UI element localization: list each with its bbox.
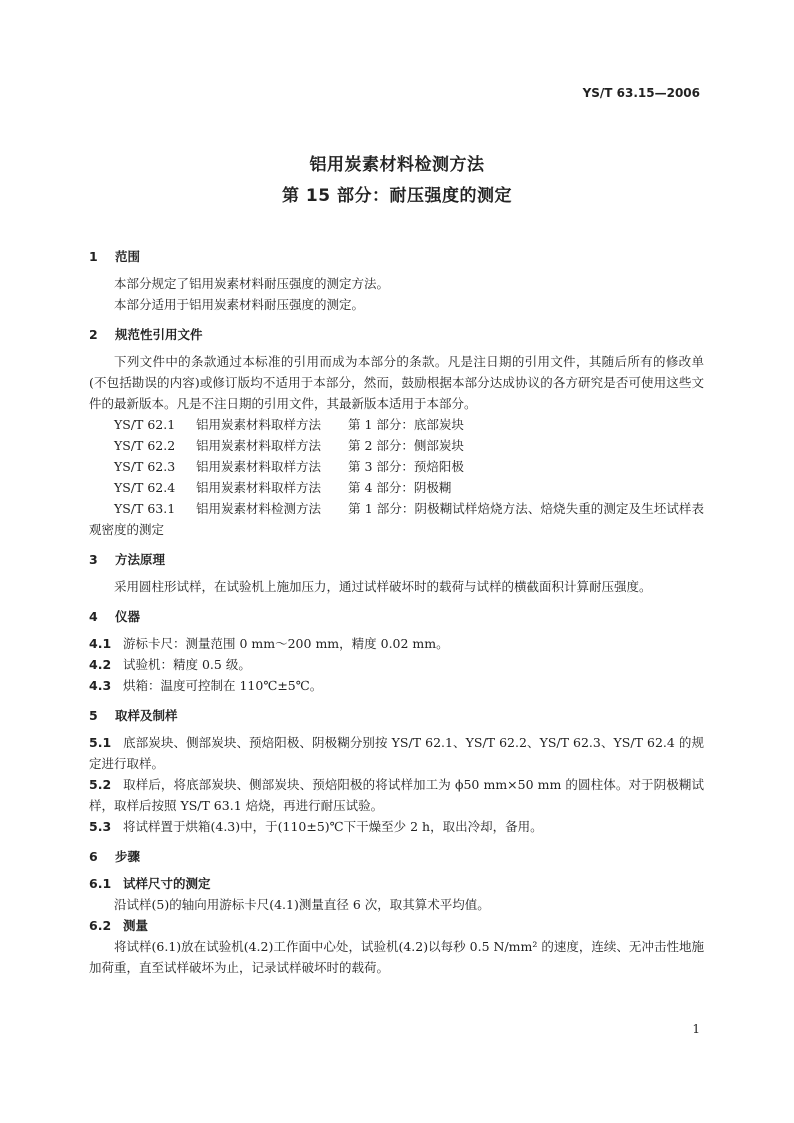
clause-item: 5.1 底部炭块、侧部炭块、预焙阳极、阴极糊分别按 YS/T 62.1、YS/T 62.2、YS/T 62.3、YS/T 62.4 的规定进行取样。 [89, 735, 704, 771]
paragraph: 下列文件中的条款通过本标准的引用而成为本部分的条款。凡是注日期的引用文件，其随后所有的修改单(不包括勘误的内容)或修订版均不适用于本部分，然而，鼓励根据本部分达成协议的各方研究是否可使用这些文件的最新版本。凡是不注日期的引用文件，其最新版本适用于本部分。 [89, 354, 704, 411]
section-heading-normative-references: 2 规范性引用文件 [89, 327, 203, 342]
standard-code: YS/T 63.15—2006 [582, 86, 700, 100]
paragraph: 本部分规定了铝用炭素材料耐压强度的测定方法。 [114, 276, 390, 291]
section-heading-scope: 1 范围 [89, 249, 141, 264]
paragraph: 沿试样(5)的轴向用游标卡尺(4.1)测量直径 6 次，取其算术平均值。 [114, 897, 490, 912]
paragraph: 将试样(6.1)放在试验机(4.2)工作面中心处，试验机(4.2)以每秒 0.5 N/mm² 的速度，连续、无冲击性地施加荷重，直至试样破坏为止，记录试样破坏时的载荷。 [89, 939, 704, 975]
page-number: 1 [692, 1022, 700, 1036]
reference-item: YS/T 62.4 铝用炭素材料取样方法 第 4 部分：阴极糊 [114, 480, 452, 495]
reference-item: YS/T 62.2 铝用炭素材料取样方法 第 2 部分：侧部炭块 [114, 438, 464, 453]
paragraph: 本部分适用于铝用炭素材料耐压强度的测定。 [114, 297, 365, 312]
section-heading-procedure: 6 步骤 [89, 849, 141, 864]
document-title: 铝用炭素材料检测方法 [309, 155, 485, 175]
subsection-heading-measurement: 6.2 测量 [89, 918, 149, 933]
reference-item: YS/T 63.1 铝用炭素材料检测方法 第 1 部分：阴极糊试样焙烧方法、焙烧失重的测定及生坯试样表观密度的测定 [89, 501, 704, 537]
clause-item: 5.3 将试样置于烘箱(4.3)中，于(110±5)℃下干燥至少 2 h，取出冷却，备用。 [89, 819, 543, 834]
clause-item: 5.2 取样后，将底部炭块、侧部炭块、预焙阳极的将试样加工为 ϕ50 mm×50 mm 的圆柱体。对于阴极糊试样，取样后按照 YS/T 63.1 焙烧，再进行耐压试验。 [89, 777, 704, 813]
reference-item: YS/T 62.1 铝用炭素材料取样方法 第 1 部分：底部炭块 [114, 417, 464, 432]
document-body [89, 247, 704, 978]
clause-item: 4.2 试验机：精度 0.5 级。 [89, 657, 251, 672]
document-subtitle: 第 15 部分：耐压强度的测定 [282, 186, 512, 206]
subsection-heading-specimen-size: 6.1 试样尺寸的测定 [89, 876, 211, 891]
clause-item: 4.1 游标卡尺：测量范围 0 mm～200 mm，精度 0.02 mm。 [89, 636, 449, 651]
section-heading-principle: 3 方法原理 [89, 552, 166, 567]
paragraph: 采用圆柱形试样，在试验机上施加压力，通过试样破坏时的载荷与试样的横截面积计算耐压强度。 [114, 579, 652, 594]
reference-item: YS/T 62.3 铝用炭素材料取样方法 第 3 部分：预焙阳极 [114, 459, 464, 474]
clause-item: 4.3 烘箱：温度可控制在 110℃±5℃。 [89, 678, 323, 693]
section-heading-sampling: 5 取样及制样 [89, 708, 178, 723]
section-heading-apparatus: 4 仪器 [89, 609, 141, 624]
